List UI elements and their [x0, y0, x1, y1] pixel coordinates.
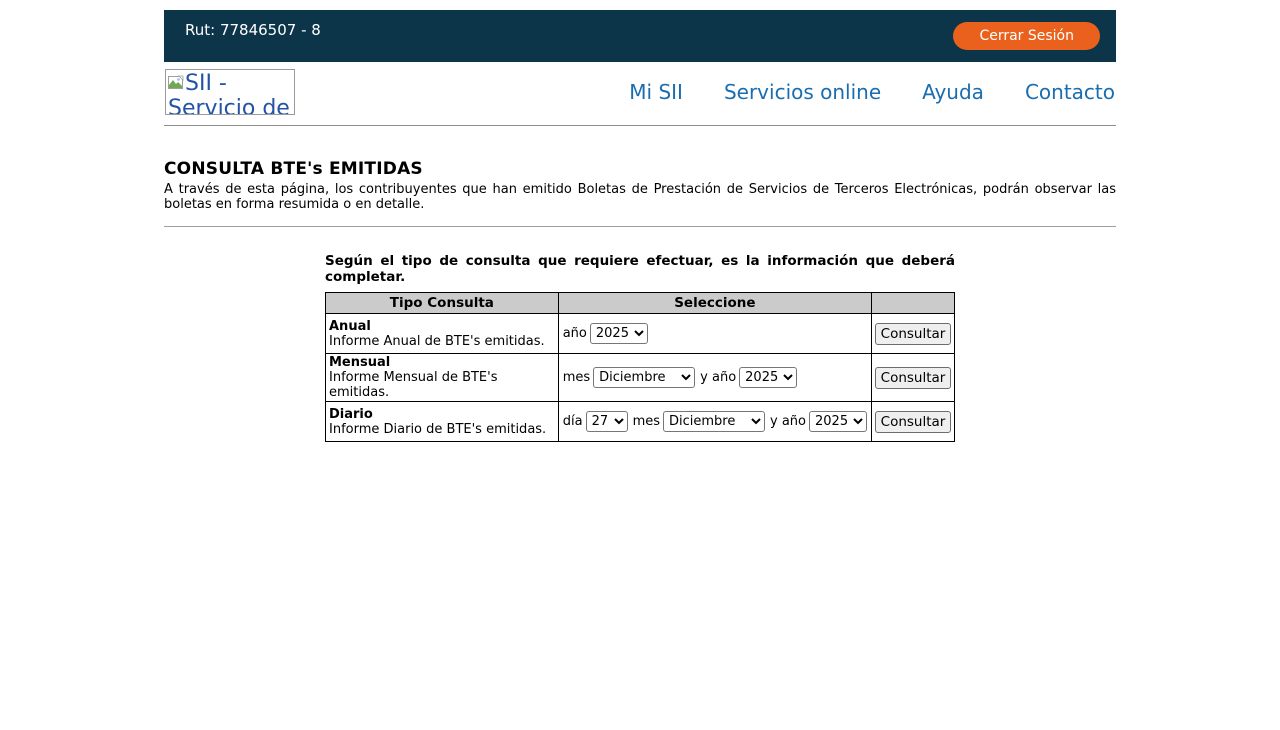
consulta-table: [325, 292, 955, 442]
rut-label: Rut: 77846507 - 8: [185, 21, 321, 39]
mensual-year-select[interactable]: [739, 367, 797, 388]
main-nav: [629, 80, 1115, 104]
header-seleccione: Seleccione: [558, 293, 871, 314]
header-accion: [872, 293, 955, 314]
diario-mes-label: mes: [632, 414, 660, 429]
mensual-consultar-button[interactable]: Consultar: [875, 367, 951, 389]
page-description: A través de esta página, los contribuyentes que han emitido Boletas de Prestación de Servicios de Terceros Electrónicas, podrán observar las boletas en forma resumida o en detalle.: [164, 182, 1116, 212]
diario-month-select[interactable]: [663, 411, 765, 432]
diario-day-select[interactable]: [586, 411, 628, 432]
diario-type-cell: [326, 402, 559, 442]
diario-select-cell: [558, 402, 871, 442]
diario-dia-label: día: [562, 414, 583, 429]
logout-button[interactable]: Cerrar Sesión: [953, 22, 1100, 50]
table-row-diario: [326, 402, 955, 442]
diario-y-ano-label: y año: [770, 414, 806, 429]
table-row-anual: [326, 314, 955, 354]
diario-type-desc: Informe Diario de BTE's emitidas.: [329, 421, 547, 437]
anual-type-label: Anual: [329, 318, 371, 334]
sii-logo-broken-image[interactable]: [165, 69, 295, 115]
diario-type-label: Diario: [329, 406, 373, 422]
logo-alt-text: SII - Servicio de: [168, 71, 290, 115]
mensual-y-ano-label: y año: [700, 370, 737, 385]
nav-item-contacto[interactable]: Contacto: [1024, 80, 1115, 104]
site-header: [164, 62, 1116, 126]
consulta-intro-text: Según el tipo de consulta que requiere efectuar, es la información que deberá completar.: [325, 253, 955, 285]
anual-action-cell: [872, 314, 955, 354]
page-title: CONSULTA BTE's EMITIDAS: [164, 159, 423, 179]
diario-consultar-button[interactable]: Consultar: [875, 411, 951, 433]
divider: [164, 226, 1116, 227]
anual-ano-label: año: [562, 326, 587, 341]
mensual-month-select[interactable]: [593, 367, 695, 388]
mensual-action-cell: [872, 354, 955, 402]
broken-image-icon: [168, 71, 184, 96]
anual-select-cell: [558, 314, 871, 354]
nav-item-mi-sii[interactable]: Mi SII: [629, 80, 683, 104]
diario-action-cell: [872, 402, 955, 442]
nav-item-ayuda[interactable]: Ayuda: [922, 80, 984, 104]
mensual-type-cell: [326, 354, 559, 402]
mensual-mes-label: mes: [562, 370, 591, 385]
table-row-mensual: [326, 354, 955, 402]
nav-item-servicios-online[interactable]: Servicios online: [723, 80, 882, 104]
anual-type-desc: Informe Anual de BTE's emitidas.: [329, 333, 545, 349]
table-header-row: [326, 293, 955, 314]
header-tipo-consulta: Tipo Consulta: [326, 293, 559, 314]
anual-type-cell: [326, 314, 559, 354]
mensual-select-cell: [558, 354, 871, 402]
page-container: [164, 10, 1116, 442]
anual-consultar-button[interactable]: Consultar: [875, 323, 951, 345]
anual-year-select[interactable]: [590, 323, 648, 344]
mensual-type-desc: Informe Mensual de BTE's emitidas.: [329, 370, 498, 400]
consulta-section: [325, 254, 955, 442]
diario-year-select[interactable]: [809, 411, 867, 432]
session-bar: [164, 10, 1116, 62]
mensual-type-label: Mensual: [329, 355, 391, 370]
